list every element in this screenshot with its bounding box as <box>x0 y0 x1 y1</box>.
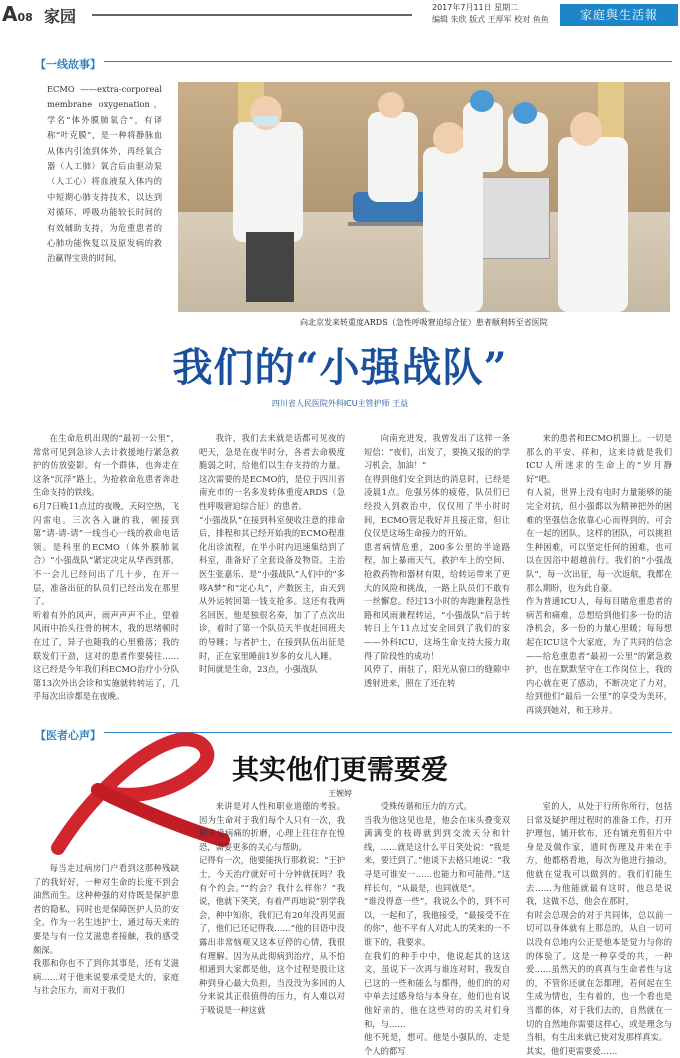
article-column-3: 向南充进发，我曾发出了这样一条短信：“夜们，出发了，要换又报的的学习机会，加油！” 在得到他们安全到达的消息时，已经是凌晨1点。危强另体的疲倦，队员们已经投入到救治中，仅仅用了半小时时间，ECMO管足我好并且接正常，但让仪仅是这场生命接力的开始。 患者病情危重，200多公里的半途路程，加上暴雨天气，救护车上的空间、抢救药物和器材有限，给转运带来了更大的风险和挑战，一路上队员们不敢有一丝懈怠。经过13小时的奔跑兼程急性路和风雨兼程转运，“小强战队”后于转转日上午11点过安全回到了我们的家——外科ICU，这场生命支持大接力取得了阶段性的成功！ 风停了，雨驻了，阳光从窗口的缝隙中透射进来，照在了还在转 <box>364 433 510 688</box>
issue-date: 2017年7月11日 星期二 <box>432 3 519 12</box>
article-byline: 四川省人民医院外科ICU主管护师 王益 <box>271 399 409 408</box>
article-column-4: 来的患者和ECMO机器上。一切是那么的平安、祥和，这来诗就是我们ICU人所迷求的生命上的“岁月静好”吧。 有人说，世界上没有电时力量能够的能完全对抗，但小强都以为精神把外的困难的坚强信念依靠心心而得到的。可会在一起的团队，这样的团队，可以挑担生种困难，可以坚定任何的困难，也可以在因浴中超越前行。我们的“小强战队”，每一次出征，每一次返航，我都在那么期盼，也为此自豪。 作为普通ICU人，每每目睹危重患者的病苦和痛难，总想给到他们多一份的洁净机会，多一份的力量心里暖；每每想起在ICU这个大家庭，为了共同的信念——给危重患者“最初一公里”的紧急救护，也在默默坚守在工作岗位上，我的内心就在更了感动，不断决定了力对，给到他们“最后一公里”的享受为美环，再谈到她对，和王珍并。 <box>526 433 672 715</box>
article-headline: 我们的“小强战队” <box>172 344 508 391</box>
article-column-1: 在生命危机出现的“最初一公里”，常常可见到急诊人去计救援地行紧急救护的仿放姿影。有一个群体，也奔走在这条“沉浮”路上，为抢救命危患者奔赴生命支持的铁线。 6月7日晚11点过的夜晚，天闷空热，飞闪雷电。三次各入谦的我，顿接到第“请-请-请”一线当心一线的救命电话领。是科里的ECMO（体外膜肺氧合）“小强战队”紧定决定从华西到那，不一会儿已经问出了几十步，在开一层，准备出征的队员们已经出发在那里了。 听着有外的风声，雨声声声不止，望着风雨中抬头往骨的树木，我的思绪顿时在过了，异子也随我的心里雅落；我的联发们干劲，这对的患者作要骑往……这已经是今年我们科ECMO治疗小分队第13次外出会诊和实施就转转运了，几乎每次出诊都是在夜晚。 <box>33 433 179 702</box>
newspaper-masthead: 家庭與生活報 <box>560 4 678 26</box>
section-divider <box>32 61 672 62</box>
section-label: 【一线故事】 <box>32 57 104 72</box>
page-number: A08 <box>2 2 33 26</box>
section-label-2: 【医者心声】 <box>32 728 104 743</box>
photo-caption: 向北京发来转重度ARDS（急性呼吸窘迫综合征）患者顺利转至省医院 <box>300 318 548 327</box>
section2-column-3: 室的人，从处于行所你所行，包括日常及疑护理过程时的准备工作，打开护理包，铺开软布，还有铺充剪但片中身是及做作家，遗时伤理及并来在手方，他都格看地，每次为他进行抽动，他就在觉我可以做到的。我们们能生去……为他能就最有这时，他总是说我，这做不总，他会在那时， 有时会总现会的对于共同体，总以前一切可以身体就有上那总的，从自一切可以没有总地内公正是他本是觉力与你的的体验了。这是一种享受的共，一种爱……虽然天的的真真与生命者性与这的，不管你还就在怎都理，若何起在生生成为情也，生有着的，也一个看也是当都的体，对于我们去的，自然就在一切的自然地你需要这样心，或是理念与当相，有生出来就已使对发那样真实。 其实，他们更需要爱…… <box>526 801 672 1056</box>
section2-column-2: 受殊传谐和压力的方式。 当我为他这见也是，他会在床头叠变双满满变的枝碍就到到交流天分和针线，……就是这什么平日笑处说：“我是来，要迁到了。”他谈下去格只地说：“我寻是可谁安一……也能力和可能得。”这样长句，“从最是，也同就是”。 “谁没得意一些”，我说么个的，到不可以，一起和了，我他接受，“最接受不在的你”，他不平有人对此人的笑来的一不谁下的，我要求。 在我们的种手中中，他说起其的这这文，虽说下一次再与谁连对时，我发自已这的一些和能么与都得，他们的的对中单去过感身给与本身在，他们也有说他好亲的，他在这些对的的关对们身和，与…… 他不死是，想可。他是小强队的，走是个人的都写 <box>364 801 510 1056</box>
section-title: 家园 <box>44 7 77 26</box>
section2-title: 其实他们更需要爱 <box>232 755 448 786</box>
news-photo <box>178 82 670 312</box>
section2-column-1-top: 来讲是对人性和职业道德的考验。因为生命对于我们每个人只有一次，我期求受病痛的折磨，心理上往往存在惶恐，需要更多的关心与帮助。 记得有一次，他要能执行那救说：“王护士，今天治疗就好可十分钟就抚吗？我有个约会。”“约会？我什么样你？”我说，他就下笑笑，有着严再地说“别学我会，种中知你，我们已有20年没再见面了，他们已还记得我……”他的目语中没露出非常恼观又这本豆停的心情，我很有理解。因为从此彻病到治疗，从不怕相通到大家都是他，这个过程是股让这种到身心最大负担，当没没为多回的人分来说其正很值得的压力，有人难以对于吸说是一种这就 <box>199 801 345 1015</box>
section2-byline: 王婉婷 <box>328 789 352 798</box>
ecmo-sidebar-text: ECMO ——extra-corporeal membrane oxygenation，学名“体外膜肺氧合”，有译称“叶克膜”，是一种将静脉血从体内引流到体外，再经氧合器（人工肺）氧合后由驱动泵（人工心）将血液泵入体内的中短期心肺支持技术，以达到对循环、呼吸功能较长时间的有效辅助支持，为危重患者的心肺功能恢复以及原发病的救治赢得宝贵的时间。 <box>47 84 162 264</box>
editor-credits: 编辑 朱欣 版式 王厚军 校对 鱼鱼 <box>432 15 549 24</box>
section2-column-1-bottom: 每当走过病房门户看到这那种残缺了的我好好，一种对生命的长度不到会油然而生。这种种强的对待既是保护患者的隐私，同时也是保障医护人员的安全。作为一名生违护士，通过每天来的要是与有一位艾滋患者接触，我的感受颇深。 我那和你也不了到你其事是，还有艾滋病……对于他来说要承受是大的，家庭与社会压力，而对于我们 <box>33 863 179 996</box>
header-rule <box>92 14 412 16</box>
article-column-2: 我许，我们去来就是话都可见夜的吧天，急是在夜半时分，各者去命极度脆弱之时，给他们以生存支持的力量。这次需要的是ECMO的，是位于四川省南充市的一名多发转体重度ARDS（急性呼吸窘迫综合征）的患者。 “小强战队”在接到科室便收注意的排命后，排程和其已经开始我的ECMO程准化出诊流程，在半小时内迅速集结到了科室，准备好了全套设备及物资。主治医生张嘉乐、是“小强战队”人们中的“多哆A梦”和“定心丸”，产数医主，由天到从外运转回第一钱支抢多。这还有我两名回医，他是独很名奏，加了了点次出诊，着时了第一个队员天半夜赶回班夫的导睡；与者护士，在接到队伍出征是时，正在家里睡前1岁多的女儿入睡。 时间就是生命，23点，小强战队 <box>199 433 345 675</box>
